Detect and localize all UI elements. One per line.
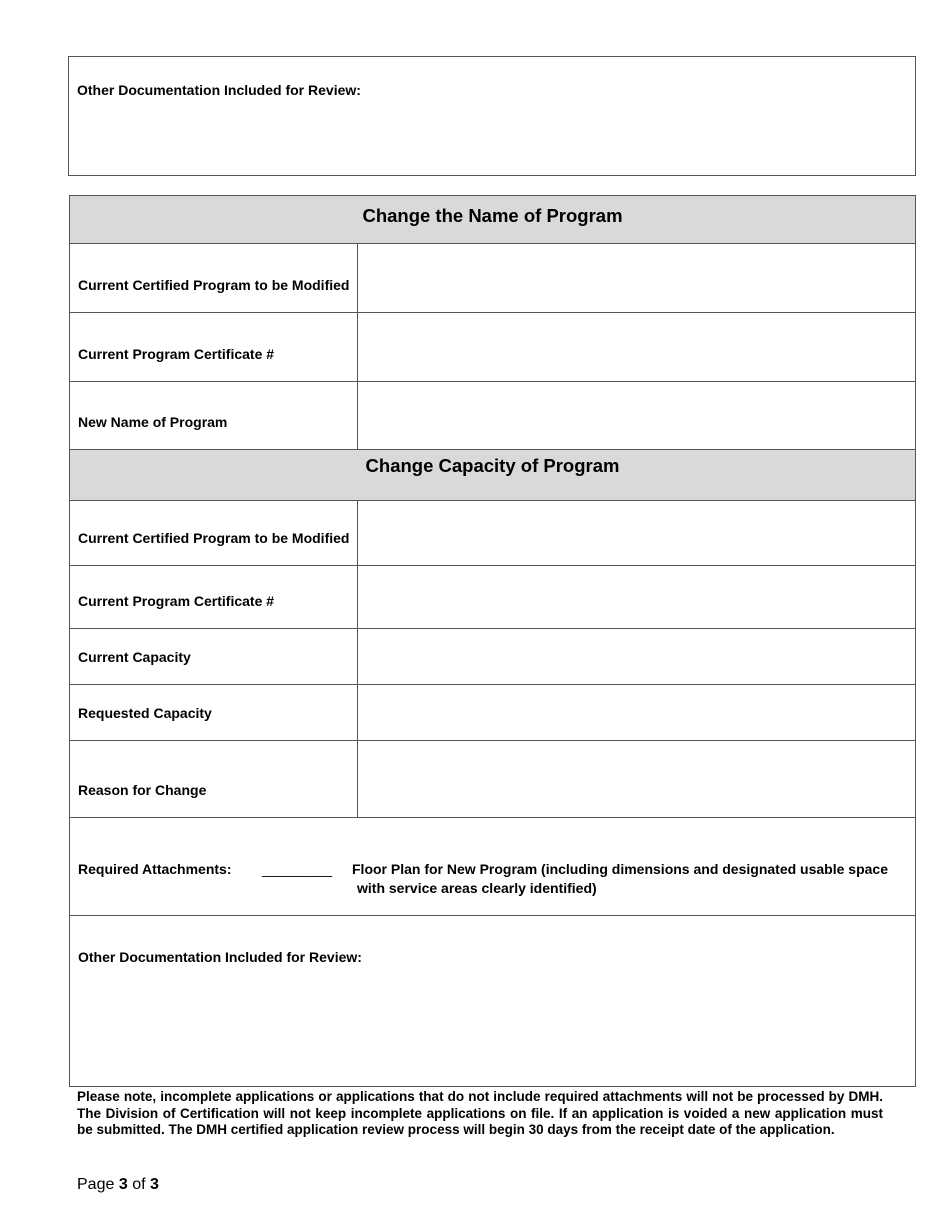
name-row-current-program-label: Current Certified Program to be Modified bbox=[78, 277, 350, 293]
other-documentation-label: Other Documentation Included for Review: bbox=[78, 949, 362, 965]
reason-for-change-input[interactable] bbox=[358, 741, 915, 817]
other-documentation-field-top[interactable] bbox=[69, 102, 915, 175]
current-capacity-input[interactable] bbox=[358, 629, 915, 684]
name-row-certificate-label: Current Program Certificate # bbox=[78, 346, 275, 362]
capacity-row-current-capacity bbox=[69, 629, 916, 685]
capacity-row-reason bbox=[69, 741, 916, 818]
change-name-title: Change the Name of Program bbox=[362, 205, 623, 226]
capacity-row-certificate-label: Current Program Certificate # bbox=[78, 593, 275, 609]
incomplete-application-note: Please note, incomplete applications or applications that do not include required attachments will not be processed by DMH. The Division of Certification will not keep incomplete applications on file. If an application is voided a new application must be submitted. The DMH certified application review process will begin 30 days from the receipt date of the application. bbox=[77, 1089, 883, 1137]
page-current: 3 bbox=[118, 1176, 128, 1193]
page-footer bbox=[77, 1176, 159, 1194]
attachment-floor-plan-line2: with service areas clearly identified) bbox=[357, 880, 597, 896]
capacity-certificate-input[interactable] bbox=[358, 566, 915, 628]
name-row-current-program bbox=[69, 244, 916, 313]
required-attachments-label: Required Attachments: bbox=[78, 861, 232, 877]
change-capacity-title: Change Capacity of Program bbox=[365, 455, 620, 476]
name-certificate-input[interactable] bbox=[358, 313, 915, 381]
current-capacity-label: Current Capacity bbox=[78, 649, 191, 665]
change-capacity-header bbox=[69, 450, 916, 501]
other-documentation-box-top bbox=[68, 56, 916, 176]
name-current-program-input[interactable] bbox=[358, 244, 915, 312]
capacity-row-requested-capacity bbox=[69, 685, 916, 741]
attachment-checkbox-blank[interactable]: _________ bbox=[262, 861, 333, 877]
attachment-floor-plan-line1: Floor Plan for New Program (including dimensions and designated usable space bbox=[352, 861, 888, 877]
other-documentation-row bbox=[69, 916, 916, 1087]
requested-capacity-label: Requested Capacity bbox=[78, 705, 212, 721]
capacity-current-program-input[interactable] bbox=[358, 501, 915, 565]
new-program-name-input[interactable] bbox=[358, 382, 915, 449]
page-prefix: Page bbox=[77, 1176, 115, 1193]
requested-capacity-input[interactable] bbox=[358, 685, 915, 740]
capacity-row-certificate bbox=[69, 566, 916, 629]
change-name-header bbox=[69, 195, 916, 244]
other-documentation-field[interactable] bbox=[70, 971, 915, 1086]
page-total: 3 bbox=[149, 1176, 159, 1193]
name-row-new-name-label: New Name of Program bbox=[78, 414, 228, 430]
name-row-certificate bbox=[69, 313, 916, 382]
name-row-new-name bbox=[69, 382, 916, 450]
attachments-row bbox=[69, 818, 916, 916]
reason-for-change-label: Reason for Change bbox=[78, 782, 207, 798]
capacity-row-current-program-label: Current Certified Program to be Modified bbox=[78, 530, 350, 546]
page-of: of bbox=[132, 1176, 146, 1193]
other-documentation-label-top: Other Documentation Included for Review: bbox=[77, 82, 361, 98]
capacity-row-current-program bbox=[69, 501, 916, 566]
